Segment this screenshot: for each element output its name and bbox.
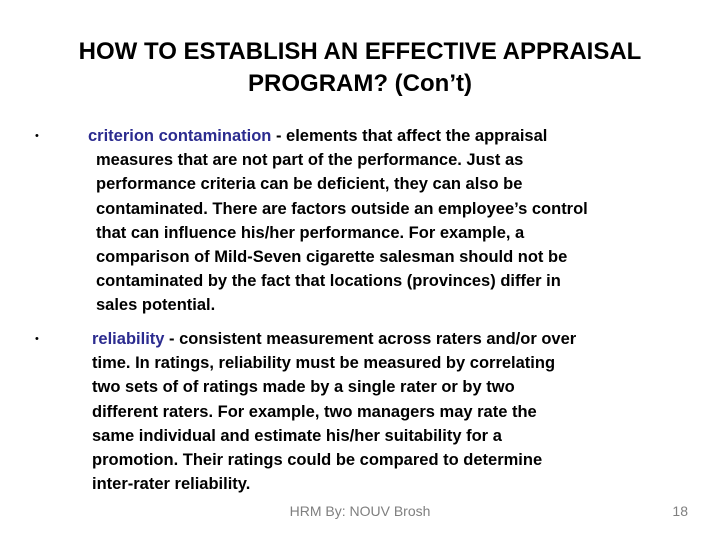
bullet-icon: • (35, 130, 39, 142)
slide-footer: HRM By: NOUV Brosh (289, 503, 431, 519)
slide-title-line-1: HOW TO ESTABLISH AN EFFECTIVE APPRAISAL (78, 38, 642, 65)
bullet-description: - consistent measurement across raters and/or over time. In ratings, reliability must be measured by correlating two sets of of ratings made by a single rater or by two different raters. For example, two managers may rate the same individual and estimate his/her suitability for a promotion. Their ratings could be compared to determine inter-rater reliability. (92, 330, 577, 494)
bullet-description: - elements that affect the appraisal measures that are not part of the performance. Just as performance criteria can be deficient, they can also be contaminated. There are factors outside an employee’s control that can influence his/her performance. For example, a comparison of Mild-Seven cigarette salesman should not be contaminated by the fact that locations (provinces) differ in sales potential. (96, 127, 588, 315)
page-number: 18 (672, 503, 688, 519)
bullet-term: reliability (92, 330, 165, 348)
bullet-text (88, 124, 596, 318)
bullet-term: criterion contamination (88, 127, 272, 145)
slide-title (60, 36, 660, 100)
bullet-icon: • (35, 333, 39, 345)
slide-title-line-2: PROGRAM? (Con’t) (248, 70, 472, 97)
bullet-text (92, 327, 582, 496)
